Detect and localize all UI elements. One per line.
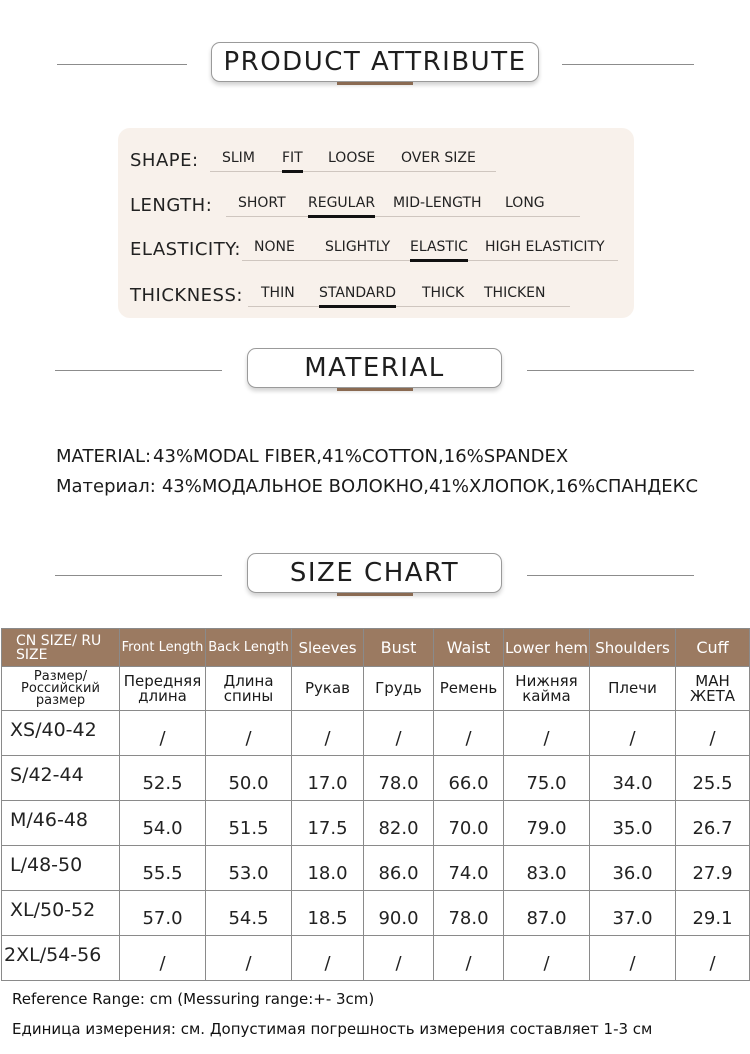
reference-en: Reference Range: cm (Messuring range:+- 3cm) xyxy=(12,990,375,1008)
value-cell: / xyxy=(676,711,750,756)
attr-option-selected: ELASTIC xyxy=(410,239,468,255)
value-cell: / xyxy=(206,711,292,756)
table-row xyxy=(2,711,750,756)
section-accent xyxy=(337,82,413,85)
value-cell: / xyxy=(504,936,590,981)
attr-option: THICKEN xyxy=(484,285,546,301)
attribute-card xyxy=(118,128,634,318)
table-row xyxy=(2,936,750,981)
attr-option: THIN xyxy=(261,285,295,301)
attr-option-selected: STANDARD xyxy=(319,285,397,301)
header-cell-ru: Передняя длина xyxy=(120,667,206,711)
size-cell: S/42-44 xyxy=(2,756,120,801)
table-row xyxy=(2,756,750,801)
divider-left xyxy=(55,575,222,576)
header-cell: CN SIZE/ RU SIZE xyxy=(2,629,120,667)
value-cell: / xyxy=(206,936,292,981)
header-cell: Waist xyxy=(434,629,504,667)
header-row-ru xyxy=(2,667,750,711)
value-cell: 86.0 xyxy=(364,846,434,891)
attr-underline xyxy=(210,171,496,172)
size-cell: M/46-48 xyxy=(2,801,120,846)
table-row xyxy=(2,891,750,936)
divider-left xyxy=(55,370,222,371)
section-accent xyxy=(337,388,413,391)
value-cell: 57.0 xyxy=(120,891,206,936)
header-cell-ru: Плечи xyxy=(590,667,676,711)
header-cell: Bust xyxy=(364,629,434,667)
divider-left xyxy=(57,64,187,65)
attr-option: SLIM xyxy=(222,150,255,166)
section-title-size-chart: SIZE CHART xyxy=(247,553,502,593)
value-cell: 66.0 xyxy=(434,756,504,801)
size-cell: XS/40-42 xyxy=(2,711,120,756)
attr-option-selected: FIT xyxy=(282,150,303,166)
value-cell: 34.0 xyxy=(590,756,676,801)
material-ru-label: Материал: xyxy=(56,476,156,497)
material-en xyxy=(56,446,568,467)
value-cell: 36.0 xyxy=(590,846,676,891)
divider-right xyxy=(527,370,694,371)
table-row xyxy=(2,801,750,846)
attr-row-thickness xyxy=(118,273,634,313)
attr-option: HIGH ELASTICITY xyxy=(485,239,605,255)
value-cell: / xyxy=(504,711,590,756)
value-cell: 90.0 xyxy=(364,891,434,936)
attr-option: LONG xyxy=(505,195,545,211)
header-cell-ru: Размер/ Российский размер xyxy=(2,667,120,711)
header-cell-ru: Длина спины xyxy=(206,667,292,711)
value-cell: 54.5 xyxy=(206,891,292,936)
size-cell: 2XL/54-56 xyxy=(2,936,120,981)
header-cell-ru: МАН ЖЕТА xyxy=(676,667,750,711)
value-cell: / xyxy=(434,936,504,981)
attr-label: LENGTH: xyxy=(130,195,213,216)
attr-option: LOOSE xyxy=(328,150,376,166)
value-cell: / xyxy=(676,936,750,981)
value-cell: 78.0 xyxy=(434,891,504,936)
material-ru-value: 43%МОДАЛЬНОЕ ВОЛОКНО,41%ХЛОПОК,16%СПАНДЕКС xyxy=(161,476,699,497)
attr-option: OVER SIZE xyxy=(401,150,476,166)
header-cell-ru: Рукав xyxy=(292,667,364,711)
value-cell: 83.0 xyxy=(504,846,590,891)
header-cell: Shoulders xyxy=(590,629,676,667)
value-cell: 17.5 xyxy=(292,801,364,846)
attr-option: THICK xyxy=(422,285,465,301)
section-title-attribute: PRODUCT ATTRIBUTE xyxy=(211,42,539,82)
value-cell: 53.0 xyxy=(206,846,292,891)
value-cell: 75.0 xyxy=(504,756,590,801)
value-cell: / xyxy=(120,711,206,756)
material-en-label: MATERIAL: xyxy=(56,446,152,467)
table-row xyxy=(2,846,750,891)
value-cell: 51.5 xyxy=(206,801,292,846)
value-cell: 50.0 xyxy=(206,756,292,801)
value-cell: / xyxy=(590,936,676,981)
material-ru xyxy=(56,476,698,497)
size-chart-table xyxy=(1,628,750,981)
section-header-size-chart xyxy=(0,553,750,603)
attr-label: THICKNESS: xyxy=(130,285,243,306)
reference-ru: Единица измерения: см. Допустимая погрешность измерения составляет 1-3 см xyxy=(12,1020,653,1038)
header-cell: Front Length xyxy=(120,629,206,667)
value-cell: 79.0 xyxy=(504,801,590,846)
value-cell: / xyxy=(590,711,676,756)
value-cell: / xyxy=(364,711,434,756)
value-cell: 55.5 xyxy=(120,846,206,891)
value-cell: 29.1 xyxy=(676,891,750,936)
value-cell: 74.0 xyxy=(434,846,504,891)
value-cell: 52.5 xyxy=(120,756,206,801)
header-cell-ru: Нижняя кайма xyxy=(504,667,590,711)
attr-label: ELASTICITY: xyxy=(130,239,241,260)
attr-row-length xyxy=(118,183,634,223)
value-cell: 87.0 xyxy=(504,891,590,936)
attr-option: NONE xyxy=(254,239,295,255)
section-accent xyxy=(337,593,413,596)
value-cell: 25.5 xyxy=(676,756,750,801)
value-cell: 18.5 xyxy=(292,891,364,936)
attr-underline xyxy=(226,216,580,217)
value-cell: 78.0 xyxy=(364,756,434,801)
header-cell: Cuff xyxy=(676,629,750,667)
header-cell: Sleeves xyxy=(292,629,364,667)
attr-option: MID-LENGTH xyxy=(393,195,482,211)
attr-option-selected: REGULAR xyxy=(308,195,376,211)
attr-label: SHAPE: xyxy=(130,150,199,171)
value-cell: 27.9 xyxy=(676,846,750,891)
value-cell: / xyxy=(120,936,206,981)
header-cell: Back Length xyxy=(206,629,292,667)
value-cell: 17.0 xyxy=(292,756,364,801)
section-title-material: MATERIAL xyxy=(247,348,502,388)
value-cell: 37.0 xyxy=(590,891,676,936)
attr-underline xyxy=(248,306,570,307)
value-cell: / xyxy=(434,711,504,756)
header-cell-ru: Грудь xyxy=(364,667,434,711)
divider-right xyxy=(527,575,694,576)
header-cell-ru: Ремень xyxy=(434,667,504,711)
attr-option: SHORT xyxy=(238,195,286,211)
value-cell: / xyxy=(364,936,434,981)
section-header-attribute xyxy=(0,42,750,92)
header-row-en xyxy=(2,629,750,667)
size-cell: L/48-50 xyxy=(2,846,120,891)
material-en-value: 43%MODAL FIBER,41%COTTON,16%SPANDEX xyxy=(153,446,569,467)
value-cell: 35.0 xyxy=(590,801,676,846)
attr-row-elasticity xyxy=(118,227,634,267)
value-cell: 70.0 xyxy=(434,801,504,846)
value-cell: 18.0 xyxy=(292,846,364,891)
section-header-material xyxy=(0,348,750,398)
value-cell: 26.7 xyxy=(676,801,750,846)
attr-row-shape xyxy=(118,138,634,178)
attr-option: SLIGHTLY xyxy=(325,239,391,255)
value-cell: / xyxy=(292,711,364,756)
value-cell: 82.0 xyxy=(364,801,434,846)
size-cell: XL/50-52 xyxy=(2,891,120,936)
header-cell: Lower hem xyxy=(504,629,590,667)
value-cell: 54.0 xyxy=(120,801,206,846)
value-cell: / xyxy=(292,936,364,981)
divider-right xyxy=(562,64,694,65)
